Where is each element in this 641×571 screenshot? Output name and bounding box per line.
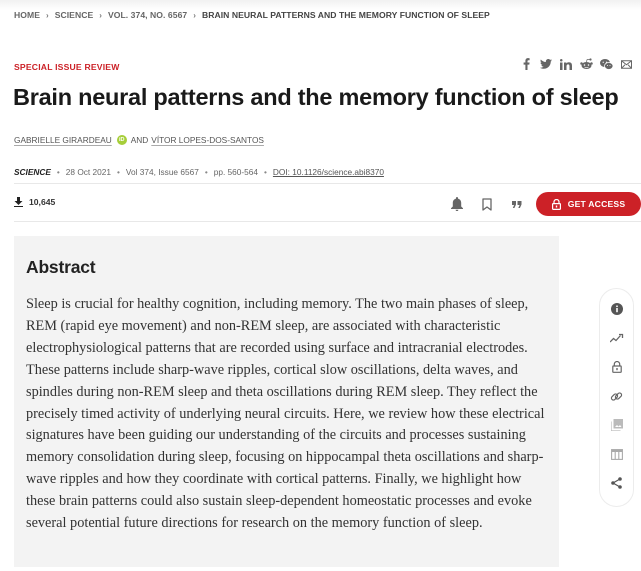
- facebook-icon[interactable]: [517, 55, 535, 73]
- lock-icon: [552, 199, 561, 210]
- tables-icon[interactable]: [607, 444, 627, 464]
- breadcrumb-separator: ›: [99, 10, 102, 20]
- breadcrumb-science[interactable]: SCIENCE: [54, 10, 94, 20]
- breadcrumb-bar: [0, 0, 641, 34]
- meta-separator: •: [264, 167, 267, 177]
- download-count: [14, 197, 55, 207]
- linkedin-icon[interactable]: [557, 55, 575, 73]
- get-access-label: GET ACCESS: [567, 199, 626, 209]
- breadcrumb-home[interactable]: HOME: [14, 10, 40, 20]
- abstract-text: Sleep is crucial for healthy cognition, including memory. The two main phases of sleep, REM (rapid eye movement) and non-REM sleep, are associated with characteristic electrophysiological patterns that are recorded using surface and intracranial electrodes. These patterns include sharp-wave ripples, cortical slow oscillations, delta waves, and spindles during non-REM sleep and theta oscillations during REM sleep. They reflect the precisely timed activity of underlying neural circuits. Here, we review how these electrical signatures have been guiding our understanding of the circuits and processes sustaining memory consolidation during sleep, focusing on hippocampal theta oscillations and sharp-wave ripples and how they coordinate with cortical patterns. Finally, we highlight how these brain patterns could also sustain sleep-dependent homeostatic processes and evoke several potential future directions for research on the memory function of sleep.: [26, 296, 545, 532]
- divider: [14, 221, 641, 222]
- quote-icon[interactable]: [506, 193, 528, 215]
- meta-separator: •: [56, 167, 60, 177]
- article-title: Brain neural patterns and the memory function of sleep: [13, 84, 619, 110]
- lock-icon[interactable]: [607, 357, 627, 377]
- reddit-icon[interactable]: [577, 55, 595, 73]
- share-icon[interactable]: [607, 473, 627, 493]
- journal-name: SCIENCE: [14, 167, 51, 177]
- email-icon[interactable]: [617, 55, 635, 73]
- meta-separator: •: [204, 167, 208, 177]
- article-type-kicker: SPECIAL ISSUE REVIEW: [14, 62, 120, 72]
- publication-date: 28 Oct 2021: [65, 167, 112, 177]
- figures-icon[interactable]: [607, 415, 627, 435]
- link-icon[interactable]: [607, 386, 627, 406]
- get-access-button[interactable]: [536, 192, 641, 216]
- download-count-value: 10,645: [29, 197, 56, 207]
- author-link[interactable]: GABRIELLE GIRARDEAU: [14, 135, 112, 145]
- abstract-heading: Abstract: [26, 257, 96, 277]
- toolbar-actions: [446, 192, 641, 216]
- author-link[interactable]: VÍTOR LOPES-DOS-SANTOS: [151, 135, 264, 145]
- share-bar: [515, 55, 635, 73]
- page-range: pp. 560-564: [213, 167, 259, 177]
- orcid-icon[interactable]: iD: [117, 135, 127, 145]
- author-conjunction: AND: [130, 135, 149, 145]
- download-icon: [14, 197, 23, 207]
- breadcrumb-separator: ›: [193, 10, 196, 20]
- meta-separator: •: [117, 167, 120, 177]
- abstract-section: [14, 236, 559, 567]
- wechat-icon[interactable]: [597, 55, 615, 73]
- twitter-icon[interactable]: [537, 55, 555, 73]
- info-icon[interactable]: [607, 299, 627, 319]
- breadcrumb: [14, 10, 490, 20]
- bookmark-icon[interactable]: [476, 193, 498, 215]
- doi-link[interactable]: DOI: 10.1126/science.abi8370: [272, 167, 384, 177]
- article-side-rail: [599, 288, 634, 507]
- divider: [14, 183, 641, 184]
- metrics-icon[interactable]: [607, 328, 627, 348]
- breadcrumb-issue[interactable]: VOL. 374, NO. 6567: [107, 10, 188, 20]
- breadcrumb-current: BRAIN NEURAL PATTERNS AND THE MEMORY FUNCTION OF SLEEP: [201, 10, 490, 20]
- breadcrumb-separator: ›: [45, 10, 49, 20]
- bell-icon[interactable]: [446, 193, 468, 215]
- citation-meta: [14, 167, 384, 177]
- article-toolbar: [14, 192, 641, 216]
- volume-issue: Vol 374, Issue 6567: [125, 167, 199, 177]
- author-list: [14, 135, 264, 145]
